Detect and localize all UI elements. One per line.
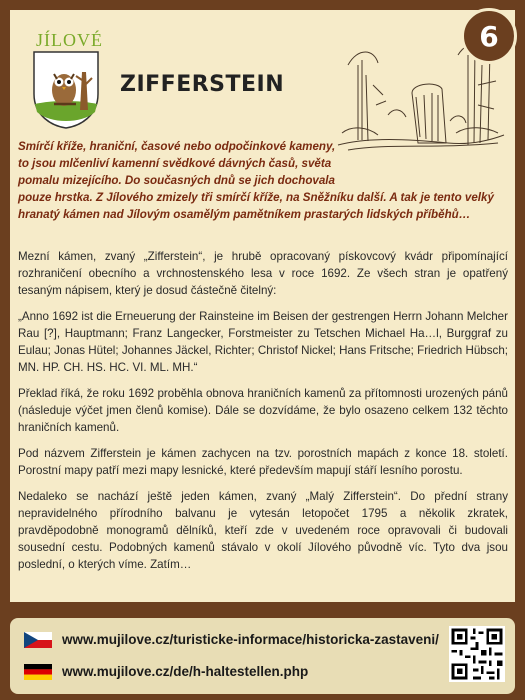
intro-line: pouze hrstka. Z Jílového zmizely tři smírčí kříže, na Sněžníku další. A tak je tento velký	[18, 191, 494, 204]
owl-crest-icon	[32, 50, 100, 130]
paragraph: Pod názvem Zifferstein je kámen zachycen na tzv. porostních mapách z konce 18. století. Porostní mapy patří mezi mapy lesnické, které především mapují stáří lesního porostu.	[18, 447, 508, 477]
german-flag-icon	[24, 664, 52, 680]
intro-line: Smírčí kříže, hraniční, časové nebo odpočinkové kameny,	[18, 140, 336, 153]
page-title: ZIFFERSTEIN	[120, 72, 285, 97]
czech-flag-icon	[24, 632, 52, 648]
paragraph: Nedaleko se nachází ještě jeden kámen, zvaný „Malý Zifferstein“. Do přední strany nepravidelného přírodního balvanu je vytesán letopočet 1795 a několik zkratek, pravděpodobně monogramů dělníků, kteří zde v uvedeném roce opravovali či budovali sousední cestu. Podobných kamenů stávalo v okolí Jílového původně víc. Tyto dva jsou poslední, o kterých víme. Zatím…	[18, 490, 508, 571]
town-name: JÍLOVÉ	[36, 30, 103, 50]
article-body	[18, 248, 508, 582]
intro-line: to jsou mlčenliví kamenní svědkové dávných časů, světa	[18, 157, 332, 170]
czech-url-link[interactable]: www.mujilove.cz/turisticke-informace/historicka-zastaveni/	[62, 632, 439, 647]
footer-links	[10, 618, 515, 694]
intro-line: pomalu mizejícího. Do současných dnů se jich dochovala	[18, 174, 335, 187]
paragraph: Překlad říká, že roku 1692 proběhla obnova hraničních kamenů za přítomnosti urozených pánů (následuje výčet jmen členů komise). Dále se dozvídáme, že bylo osazeno celkem 132 těchto hraničních kamenů.	[18, 387, 508, 434]
paragraph: Mezní kámen, zvaný „Zifferstein“, je hrubě opracovaný pískovcový kvádr připomínající rozhraničení obecního a vrchnostenského lesa v roce 1692. Ze všech stran je opatřený tesaným nápisem, který je dosud částečně čitelný:	[18, 250, 508, 297]
inscription-quote: „Anno 1692 ist die Erneuerung der Rainsteine im Beisen der gestrengen Herrn Johann Melcher Rau [?], Hauptmann; Franz Langecker, Forstmeister zu Tetschen Michael Ha…l, Burggraf zu Eulau; Jonas Hütel; Johannes Jäckel, Richter; Christof Nickel; Hans Fritsche; Friedrich Hübsch; MN. HP. CH. HS. HC. VI. ML. MH.“	[18, 310, 508, 374]
intro-line: hranatý kámen nad Jílovým osamělým pamětníkem prastarých lidských příběhů…	[18, 208, 471, 221]
stop-number-badge: 6	[461, 8, 517, 64]
intro-text	[18, 138, 508, 223]
info-panel	[10, 10, 515, 602]
qr-code-icon[interactable]	[449, 626, 505, 682]
german-url-link[interactable]: www.mujilove.cz/de/h-haltestellen.php	[62, 664, 309, 679]
